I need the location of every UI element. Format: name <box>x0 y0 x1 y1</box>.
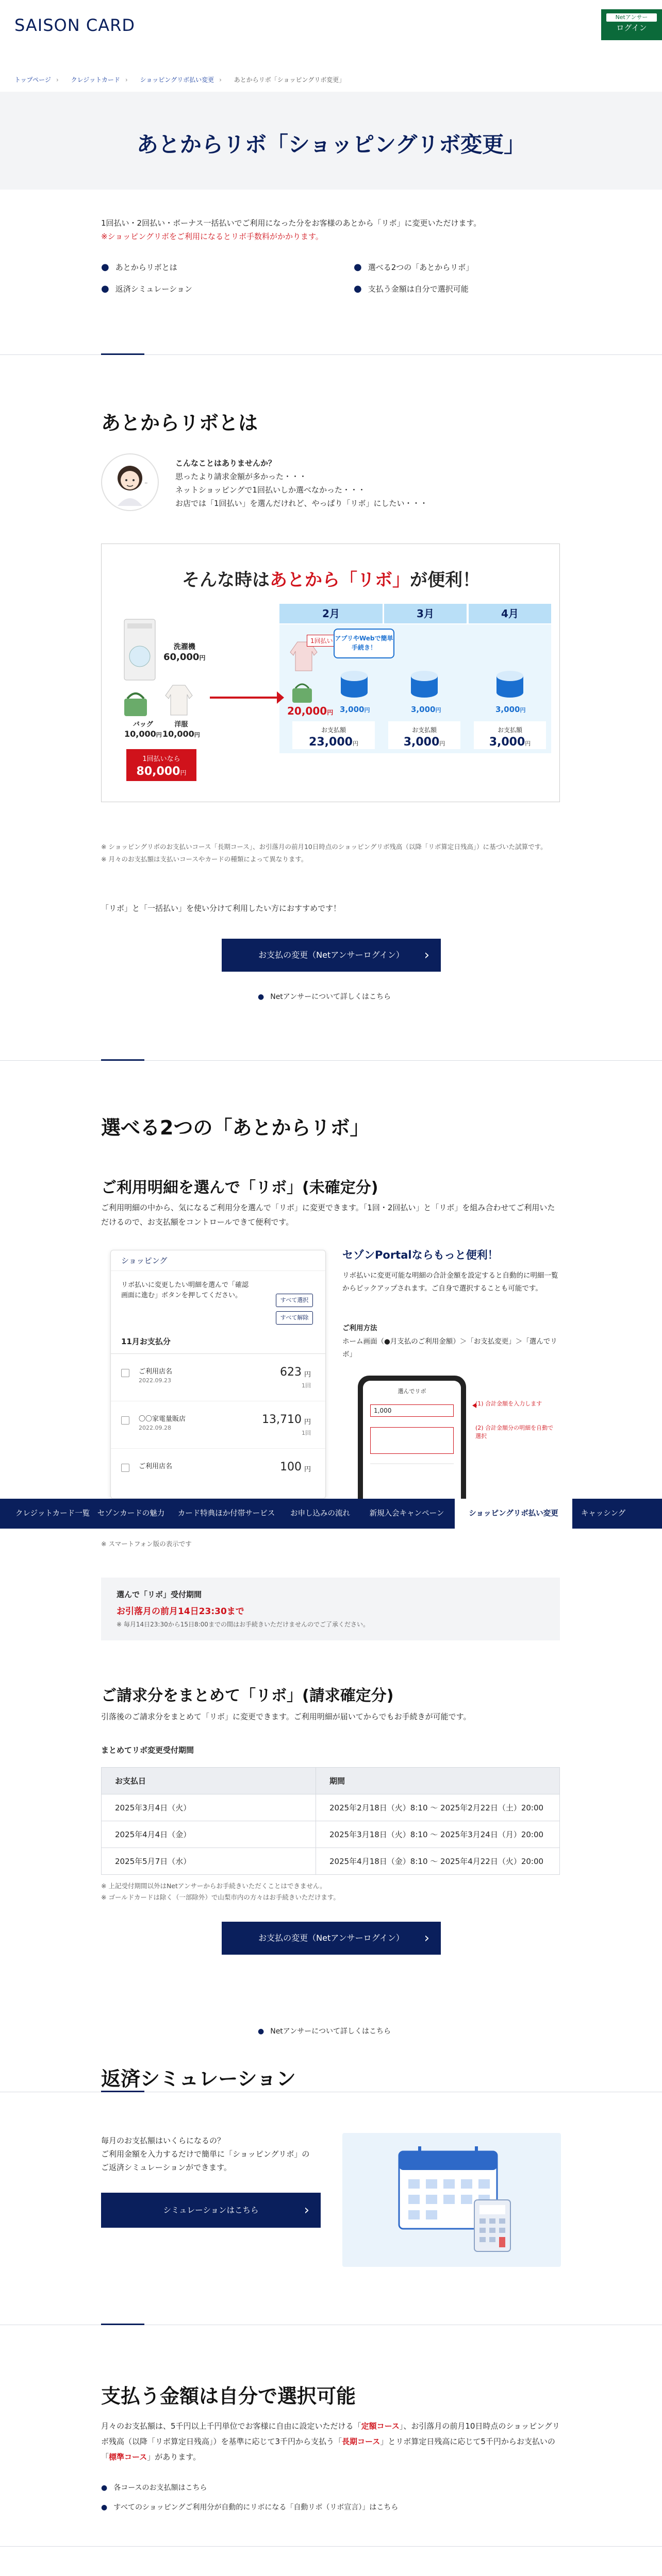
diagram-notes <box>101 841 560 866</box>
table-cell: 2025年3月18日（火）8:10 ～ 2025年3月24日（月）20:00 <box>316 1821 560 1848</box>
row-yen: 円 <box>304 1466 311 1473</box>
app-phone-mockup <box>358 1376 466 1499</box>
pay-box-apr: お支払額 3,000円 <box>474 721 546 749</box>
portal-how: ホーム画面（●月支払のご利用金額）＞「お支払変更」＞「選んでリボ」 <box>342 1337 557 1359</box>
app-bar-label: 選んでリボ <box>398 1388 426 1395</box>
subsection-title: ご利用明細を選んで「リボ」(未確定分) <box>101 1179 378 1197</box>
netanswer-login-button[interactable] <box>601 9 662 40</box>
amount-body: 月々のお支払額は、5千円以上千円単位でお客様に自由に設定いただける「定額コース」、お引落月の前月10日時点のショッピングリボ残高（以降「リボ算定日残高」）を基準に応じて3千円から支払う「長期コース」とリボ算定日残高に応じて5千円からお支払いの「標準コース」があります。 <box>101 2421 560 2462</box>
note-line: ※ ショッピングリボのお支払いコース「長期コース」、お引落月の前月10日時点のショッピングリボ残高（以降「リボ算定日残高」）に基づいた試算です。 <box>101 843 547 851</box>
app-note: (2) 合計金額分の明細を自動で選択 <box>475 1425 554 1439</box>
onetime-total-box: 1回払いなら 80,000円 <box>126 749 196 781</box>
deadline-value: お引落月の前月14日23:30まで <box>117 1606 244 1617</box>
row-amount: 100 <box>280 1461 302 1473</box>
section-title-simulation: 返済シミュレーション <box>101 2067 296 2090</box>
table-cell: 2025年3月4日（火） <box>102 1794 316 1821</box>
coin-stack-icon <box>409 666 440 700</box>
coin-stack-icon <box>494 666 525 700</box>
subsection-body: 引落後のご請求分をまとめて「リボ」に変更できます。ご利用明細が届いてからでもお手続きが可能です。 <box>101 1712 471 1721</box>
table-cell: 2025年4月4日（金） <box>102 1821 316 1848</box>
app-divider <box>370 1463 454 1464</box>
row-date: 2022.09.28 <box>139 1425 171 1431</box>
phone-header: ショッピング <box>111 1250 325 1271</box>
bag-label: バッグ 10,000円 <box>124 721 162 739</box>
tagline: 「リボ」と「一括払い」を使い分けて利用したい方におすすめです！ <box>101 904 341 913</box>
netanswer-info-link[interactable]: ● Netアンサーについて詳しくはこちら <box>258 991 391 1002</box>
table-caption: まとめてリボ変更受付期間 <box>101 1745 194 1755</box>
woman-illustration-icon <box>102 454 158 510</box>
phone-mockup <box>110 1250 326 1499</box>
intro-line: 1回払い・2回払い・ボーナス一括払いでご利用になった分をお客様のあとから「リボ」に変更いただけます。 <box>101 218 482 228</box>
month-header: 4月 <box>469 604 551 623</box>
diagram-title: そんな時はあとから「リボ」が便利！ <box>182 570 480 590</box>
section-divider <box>0 2546 662 2547</box>
reception-period-table <box>101 1767 560 1875</box>
section-divider <box>0 354 662 355</box>
portal-title: セゾンPortalならもっと便利！ <box>342 1249 499 1261</box>
page-link-about[interactable]: ● あとからリボとは <box>101 262 177 273</box>
nav-campaign[interactable]: 新規入会キャンペーン <box>369 1510 444 1518</box>
row-amount: 623 <box>280 1366 302 1379</box>
row-checkbox[interactable] <box>121 1416 129 1425</box>
section-divider <box>0 1060 662 1061</box>
table-cell: 2025年5月7日（水） <box>102 1848 316 1875</box>
table-row <box>102 1848 560 1875</box>
app-note: (1) 合計金額を入力します <box>475 1400 542 1407</box>
month-header: 3月 <box>384 604 467 623</box>
page-title: あとからリボ「ショッピングリボ変更」 <box>136 132 526 157</box>
deadline-note: ※ 毎月14日23:30から15日8:00までの間はお手続きいただけませんのでご了承ください。 <box>117 1621 369 1628</box>
section-accent-line <box>101 2324 144 2325</box>
simulation-button[interactable]: シミュレーションはこちら › <box>101 2193 321 2228</box>
coin-value: 3,000円 <box>411 705 441 714</box>
bag-icon <box>289 679 315 704</box>
breadcrumb-current: あとからリボ「ショッピングリボ変更」 <box>234 76 345 83</box>
note-line: ※ 上記受付期間以外はNetアンサーからお手続きいただくことはできません。 <box>101 1882 326 1890</box>
page-link-two-types[interactable]: ● 選べる2つの「あとからリボ」 <box>354 262 473 273</box>
row-checkbox[interactable] <box>121 1369 129 1377</box>
table-cell: 2025年2月18日（火）8:10 ～ 2025年2月22日（土）20:00 <box>316 1794 560 1821</box>
arrow-value: 20,000円 <box>287 705 334 717</box>
body-line: ご返済シミュレーションができます。 <box>101 2163 231 2172</box>
breadcrumb-item[interactable]: ショッピングリボ払い変更 <box>140 76 214 83</box>
atokara-ribo-diagram <box>101 544 560 802</box>
intro-warning: ※ショッピングリボをご利用になるとリボ手数料がかかります。 <box>101 232 323 241</box>
row-store: ご利用店名 <box>139 1463 173 1470</box>
nav-revolving-change[interactable]: ショッピングリボ払い変更 <box>455 1499 572 1529</box>
app-bubble: アプリやWebで簡単手続き！ <box>334 629 394 658</box>
arrow-head-icon <box>277 691 284 704</box>
arrow-line <box>210 697 282 699</box>
avatar <box>101 453 159 511</box>
deadline-label: 選んで「リボ」受付期間 <box>117 1590 202 1599</box>
payment-change-button[interactable]: お支払の変更（Netアンサーログイン） › <box>222 939 441 972</box>
pointer-icon <box>472 1403 476 1408</box>
statement-row[interactable] <box>121 1459 317 1487</box>
portal-body: リボ払いに変更可能な明細の合計金額を設定すると自動的に明細一覧からピックアップされます。ご自身で選択することも可能です。 <box>342 1272 558 1293</box>
row-plan: 1回 <box>302 1382 311 1389</box>
auto-revolving-link[interactable]: ● すべてのショッピングご利用分が自動的にリボになる「自動リボ（リボ宣言）」はこちら <box>101 2502 398 2512</box>
nav-cashing[interactable]: キャッシング <box>581 1510 626 1518</box>
phone-desc: リボ払いに変更したい明細を選んで「確認画面に進む」ボタンを押してください。 <box>121 1281 249 1299</box>
faq-title: こんなことはありませんか？ <box>175 459 276 468</box>
row-date: 2022.09.23 <box>139 1377 171 1384</box>
row-amount: 13,710 <box>262 1413 302 1426</box>
row-plan: 1回 <box>302 1430 311 1436</box>
breadcrumb-item[interactable]: トップページ <box>14 76 51 83</box>
section-accent-line <box>101 353 144 355</box>
app-amount-field[interactable]: 1,000 <box>370 1404 454 1417</box>
page-link-simulation[interactable]: ● 返済シミュレーション <box>101 283 192 294</box>
section-accent-line <box>101 1059 144 1061</box>
faq-line: お店では「1回払い」を選んだけれど、やっぱり「リボ」にしたい・・・ <box>175 499 428 508</box>
coin-stack-icon <box>339 666 370 700</box>
nav-card-list[interactable]: クレジットカード一覧 <box>15 1510 90 1518</box>
nav-application[interactable]: お申し込みの流れ <box>290 1510 350 1518</box>
coin-value: 3,000円 <box>495 705 526 714</box>
saison-card-logo[interactable]: SAISON CARD <box>14 15 135 35</box>
row-store: 〇〇家電量販店 <box>139 1415 186 1423</box>
month-header: 2月 <box>279 604 383 623</box>
body-line: ご利用金額を入力するだけで簡単に「ショッピングリボ」の <box>101 2149 310 2159</box>
login-label: ログイン <box>616 23 647 32</box>
breadcrumb-item[interactable]: クレジットカード <box>71 76 120 83</box>
payment-change-button[interactable]: お支払の変更（Netアンサーログイン） › <box>222 1922 441 1955</box>
breadcrumb: トップページ › クレジットカード › ショッピングリボ払い変更 › あとからリボ「ショッピングリボ変更」 <box>14 76 345 83</box>
bag-icon <box>120 688 151 717</box>
pay-box-mar: お支払額 3,000円 <box>388 721 460 749</box>
nav-appeal[interactable]: セゾンカードの魅力 <box>97 1510 165 1518</box>
washer-icon <box>120 616 161 683</box>
section-title-amount: 支払う金額は自分で選択可能 <box>101 2385 356 2408</box>
deselect-all-button[interactable]: すべて解除 <box>276 1311 313 1325</box>
table-header: 期間 <box>316 1768 560 1794</box>
netanswer-info-link[interactable]: ● Netアンサーについて詳しくはこちら <box>258 2026 391 2036</box>
row-yen: 円 <box>304 1418 311 1426</box>
nav-benefits[interactable]: カード特典ほか付帯サービス <box>177 1510 275 1518</box>
row-yen: 円 <box>304 1371 311 1379</box>
portal-how-label: ご利用方法 <box>342 1324 377 1332</box>
table-cell: 2025年4月18日（金）8:10 ～ 2025年4月22日（火）20:00 <box>316 1848 560 1875</box>
note-line: ※ 月々のお支払額は支払いコースやカードの種類によって異なります。 <box>101 855 308 863</box>
deadline-box <box>101 1578 560 1640</box>
table-notes <box>101 1880 340 1903</box>
section-title-about: あとからリボとは <box>101 412 258 434</box>
simulation-body <box>101 2134 309 2174</box>
note-line: ※ ゴールドカードは除く（一部除外）で山梨市内の方々はお手続きいただけます。 <box>101 1893 340 1901</box>
smartphone-note: ※ スマートフォン版の表示です <box>101 1540 192 1548</box>
page-hero <box>0 92 662 190</box>
faq-line: 思ったより請求金額が多かった・・・ <box>175 472 307 481</box>
phone-month: 11月お支払分 <box>121 1337 171 1346</box>
table-header-row <box>102 1768 560 1794</box>
svg-text:~: ~ <box>144 481 148 485</box>
washer-label: 洗濯機 60,000円 <box>163 643 206 663</box>
table-header: お支払日 <box>102 1768 316 1794</box>
clothes-label: 洋服 10,000円 <box>162 721 200 739</box>
onetime-tag: 1回払い <box>307 635 337 647</box>
page-link-amount[interactable]: ● 支払う金額は自分で選択可能 <box>354 283 469 294</box>
subsection-title: ご請求分をまとめて「リボ」(請求確定分) <box>101 1687 394 1705</box>
intro-text <box>101 216 560 243</box>
calendar-calculator-icon <box>342 2133 561 2267</box>
pay-box-feb: お支払額 23,000円 <box>292 721 375 749</box>
row-store: ご利用店名 <box>139 1368 173 1376</box>
section-title-two-types: 選べる2つの「あとからリボ」 <box>101 1116 370 1139</box>
statement-row[interactable] <box>121 1411 317 1440</box>
faq-text <box>175 456 428 510</box>
table-row <box>102 1821 560 1848</box>
select-all-button[interactable]: すべて選択 <box>276 1294 313 1307</box>
divider <box>111 1353 326 1354</box>
faq-line: ネットショッピングで1回払いしか選べなかった・・・ <box>175 485 366 495</box>
subsection-body: ご利用明細の中から、気になるご利用分を選んで「リボ」に変更できます。「1回・2回払い」と「リボ」を組み合わせてご利用いただけるので、お支払額をコントロールできて便利です。 <box>101 1203 555 1227</box>
login-small-label: Netアンサー <box>606 13 657 22</box>
divider <box>111 1448 326 1449</box>
course-link[interactable]: ● 各コースのお支払額はこちら <box>101 2482 207 2493</box>
row-checkbox[interactable] <box>121 1464 129 1472</box>
statement-row[interactable] <box>121 1364 317 1393</box>
simulation-illustration <box>342 2133 561 2267</box>
table-row <box>102 1794 560 1821</box>
category-nav-bar <box>0 1499 662 1529</box>
coat-icon <box>163 683 194 717</box>
body-line: 毎月のお支払額はいくらになるの？ <box>101 2136 225 2145</box>
app-highlight-box <box>370 1427 454 1454</box>
coin-value: 3,000円 <box>340 705 370 714</box>
